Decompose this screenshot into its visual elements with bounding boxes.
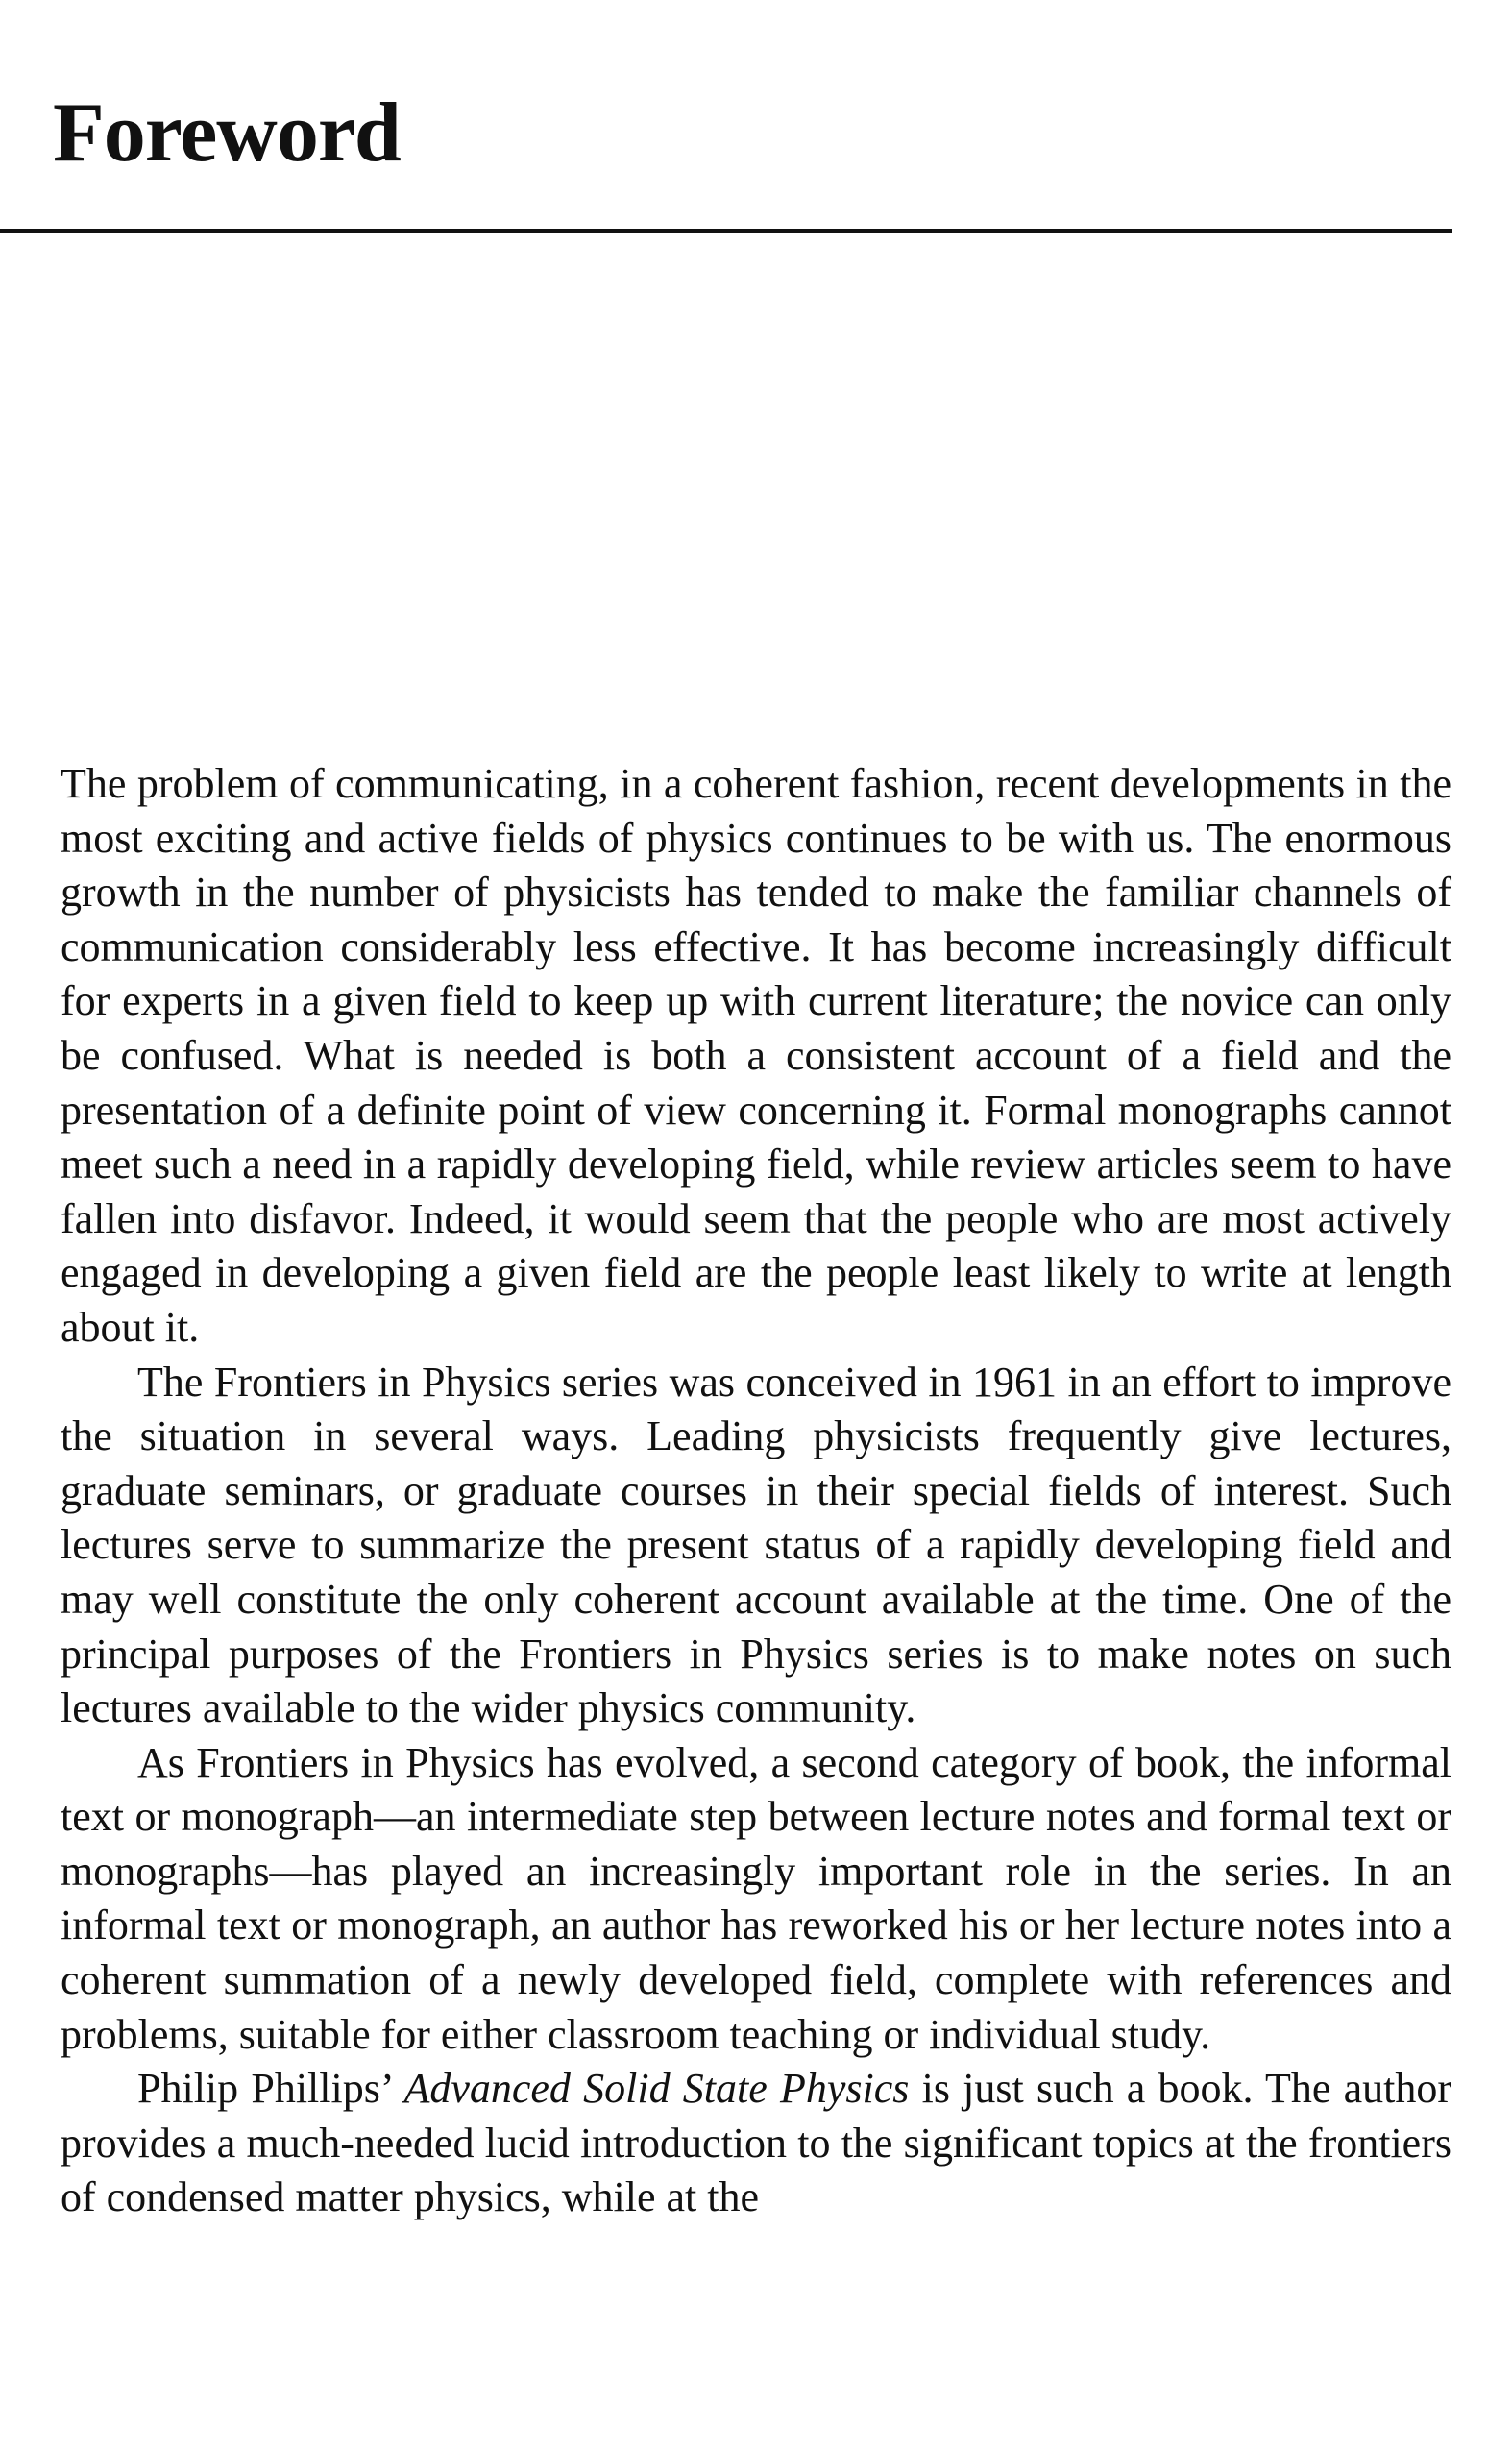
book-title: Advanced Solid State Physics bbox=[403, 2065, 910, 2113]
page-title: Foreword bbox=[53, 86, 401, 180]
paragraph-4-lead: Philip Phillips’ bbox=[137, 2065, 404, 2113]
paragraph-4 bbox=[61, 2062, 1451, 2225]
foreword-body bbox=[61, 757, 1451, 2225]
paragraph-4-tail: is just such a book. The author provides a much-needed lucid introduction to the significant topics at the frontiers of condensed matter physics, while at the bbox=[61, 2065, 1451, 2221]
title-rule bbox=[0, 229, 1452, 233]
paragraph-3: As Frontiers in Physics has evolved, a second category of book, the informal text or monograph—an intermediate step between lecture notes and formal text or monographs—has played an increasingly important role in the series. In an informal text or monograph, an author has reworked his or her lecture notes into a coherent summation of a newly developed field, complete with references and problems, suitable for either classroom teaching or individual study. bbox=[61, 1738, 1451, 2058]
paragraph-2: The Frontiers in Physics series was conceived in 1961 in an effort to improve the situation in several ways. Leading physicists frequently give lectures, graduate seminars, or graduate courses in their special fields of interest. Such lectures serve to summarize the present status of a rapidly developing field and may well constitute the only coherent account available at the time. One of the principal purposes of the Frontiers in Physics series is to make notes on such lectures available to the wider physics community. bbox=[61, 1358, 1451, 1732]
paragraph-1: The problem of communicating, in a coherent fashion, recent developments in the most exciting and active fields of physics continues to be with us. The enormous growth in the number of physicists has tended to make the familiar channels of communication considerably less effective. It has become increasingly difficult for experts in a given field to keep up with current literature; the novice can only be confused. What is needed is both a consistent account of a field and the presentation of a definite point of view concerning it. Formal monographs cannot meet such a need in a rapidly developing field, while review articles seem to have fallen into disfavor. Indeed, it would seem that the people who are most actively engaged in developing a given field are the people least likely to write at length about it. bbox=[61, 760, 1451, 1351]
